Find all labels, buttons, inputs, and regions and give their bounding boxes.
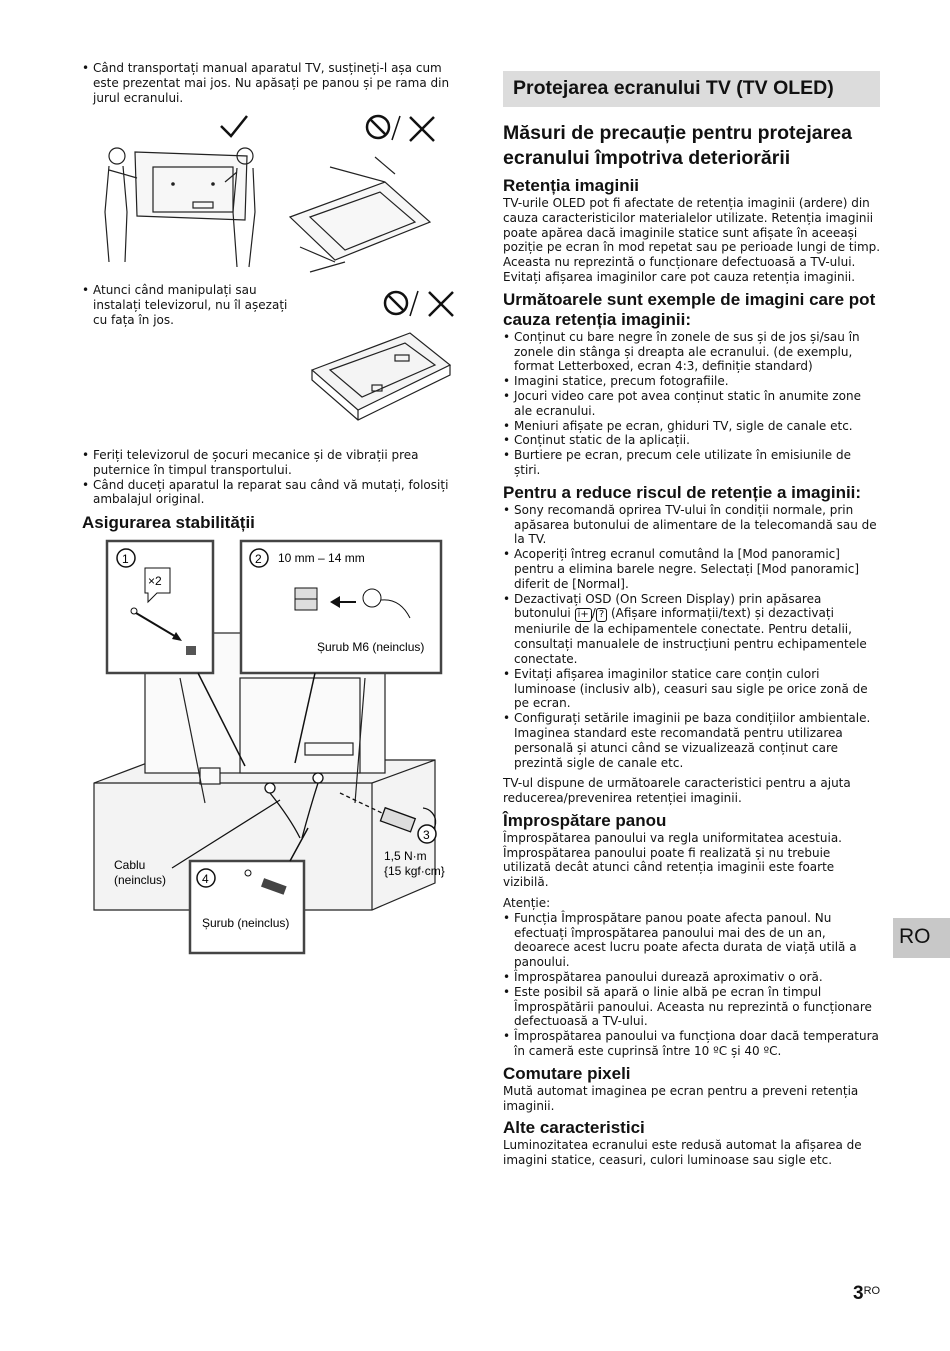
pixel-text: Mută automat imaginea pe ecran pentru a preveni retenția imaginii. bbox=[503, 1083, 859, 1113]
list-item: • Când transportați manual aparatul TV, susțineți-l așa cum este prezentat mai jos. Nu apăsați pe panou și pe rama din jurul ecranului. bbox=[82, 61, 460, 105]
tv-back-panel bbox=[135, 152, 247, 220]
stability-diagram bbox=[90, 538, 460, 958]
prohibited-icon bbox=[385, 291, 453, 316]
right-column bbox=[503, 121, 881, 1168]
tv-face-down-illustration bbox=[300, 285, 460, 425]
size-range-label: 10 mm – 14 mm bbox=[278, 551, 365, 565]
page-number-suffix: RO bbox=[863, 1285, 881, 1297]
cable-label-line1: Cablu bbox=[114, 858, 146, 872]
main-heading: Măsuri de precauție pentru protejarea ecranului împotriva deteriorării bbox=[503, 122, 852, 169]
step2-panel bbox=[241, 541, 441, 673]
pixel-heading: Comutare pixeli bbox=[503, 1063, 631, 1083]
attention-list bbox=[503, 911, 881, 1059]
transport-notes bbox=[82, 448, 460, 533]
step3-number: 3 bbox=[423, 828, 430, 842]
list-item: • Este posibil să apară o linie albă pe ecran în timpul Împrospătării panoului. Aceasta nu reprezintă o funcționare defectuoasă a TV-ului. bbox=[503, 985, 881, 1029]
list-item bbox=[503, 592, 881, 667]
list-item: • Burtiere pe ecran, precum cele utilizate în emisiunile de știri. bbox=[503, 448, 881, 478]
examples-heading: Următoarele sunt exemple de imagini care pot cauza retenția imaginii: bbox=[503, 289, 876, 329]
tv-carrying-illustration bbox=[95, 112, 450, 282]
torque-line2: {15 kgf·cm} bbox=[384, 864, 445, 878]
checkmark-icon bbox=[221, 116, 247, 136]
face-down-note bbox=[82, 283, 304, 327]
examples-list bbox=[503, 330, 881, 478]
cable-label-line2: (neinclus) bbox=[114, 873, 167, 887]
other-heading: Alte caracteristici bbox=[503, 1118, 645, 1138]
list-item: • Evitați afișarea imaginilor statice care conțin culori luminoase (inclusiv alb), ceasuri sau sigle pe orice zonă de pe ecran. bbox=[503, 667, 881, 711]
screw-m6-label: Șurub M6 (neinclus) bbox=[317, 640, 425, 654]
torque-line1: 1,5 N·m bbox=[384, 849, 427, 863]
list-item: • Împrospătarea panoului durează aproximativ o oră. bbox=[503, 970, 881, 985]
language-tab-label: RO bbox=[899, 925, 931, 948]
step2-number: 2 bbox=[255, 552, 262, 566]
tv-on-table bbox=[312, 333, 450, 420]
stability-heading: Asigurarea stabilității bbox=[82, 513, 255, 533]
section-banner bbox=[503, 71, 880, 107]
prohibited-icon bbox=[367, 116, 434, 141]
list-item: • Imagini statice, precum fotografiile. bbox=[503, 374, 881, 389]
step4-panel bbox=[190, 861, 304, 953]
help-button-icon: ? bbox=[596, 608, 607, 622]
list-item: • Atunci când manipulați sau instalați televizorul, nu îl așezați cu fața în jos. bbox=[82, 283, 304, 327]
retention-heading: Retenția imaginii bbox=[503, 176, 640, 195]
reduce-heading: Pentru a reduce riscul de retenție a imaginii: bbox=[503, 482, 862, 502]
page-number bbox=[853, 1283, 880, 1305]
list-item: • Împrospătarea panoului va funcționa doar dacă temperatura în cameră este cuprinsă între 10 ºC și 40 ºC. bbox=[503, 1029, 881, 1059]
times2-label: ×2 bbox=[148, 574, 162, 588]
step1-panel bbox=[107, 541, 213, 673]
language-tab bbox=[893, 918, 950, 958]
person-left bbox=[105, 148, 137, 262]
page-number-value: 3 bbox=[853, 1283, 864, 1304]
screw-not-included-label: Șurub (neinclus) bbox=[202, 916, 290, 930]
list-item: • Conținut cu bare negre în zonele de sus și de jos și/sau în zonele din stânga și dreapta ale ecranului. (de exemplu, format Letterboxed, ecran 4:3, definiție standard) bbox=[503, 330, 881, 374]
slash-text: / bbox=[591, 606, 596, 621]
list-item: • Sony recomandă oprirea TV-ului în condiții normale, prin apăsarea butonului de alimentare de la telecomandă sau de la TV. bbox=[503, 503, 881, 547]
refresh-heading: Împrospătare panou bbox=[503, 810, 667, 830]
list-item: • Feriți televizorul de șocuri mecanice și de vibrații prea puternice în timpul transportului. bbox=[82, 448, 460, 478]
list-item: • Când duceți aparatul la reparat sau când vă mutați, folosiți ambalajul original. bbox=[82, 478, 460, 508]
banner-title: Protejarea ecranului TV (TV OLED) bbox=[513, 77, 834, 99]
attention-label: Atenție: bbox=[503, 896, 551, 911]
refresh-text: Împrospătarea panoului va regla uniformitatea acestuia. Împrospătarea panoului poate fi realizată și nu trebuie utilizată decât atunci când retenția imaginii este foarte vizibilă. bbox=[503, 830, 842, 890]
retention-text: TV-urile OLED pot fi afectate de retenția imaginii (ardere) din cauza caracteristicilor materialelor utilizate. Retenția imaginii poate apărea dacă imaginile statice sunt afișate în aceeași poziție pe ecran în mod repetat sau pe perioade lungi de timp. Aceasta nu reprezintă o funcționare defectuoasă a TV-ului. Evitați afișarea imaginilor care pot cauza retenția imaginii. bbox=[503, 196, 881, 284]
info-button-icon: i+ bbox=[575, 608, 592, 622]
list-item: • Funcția Împrospătare panou poate afecta panoul. Nu efectuați împrospătarea panoului mai des de un an, deoarece acest lucru poate afecta durata de viață utilă a panoului. bbox=[503, 911, 881, 970]
left-column bbox=[82, 61, 460, 105]
list-item: • Jocuri video care pot avea conținut static în anumite zone ale ecranului. bbox=[503, 389, 881, 419]
reduce-osd-text: Dezactivați OSD (On Screen Display) prin apăsarea butonului bbox=[514, 591, 822, 621]
list-item: • Acoperiți întreg ecranul comutând la [Mod panoramic] pentru a elimina barele negre. Selectați [Mod panoramic] diferit de [Normal]. bbox=[503, 547, 881, 591]
other-text: Luminozitatea ecranului este redusă automat la afișarea de imagini statice, ceasuri, culori luminoase sau sigle etc. bbox=[503, 1138, 862, 1168]
list-item: • Meniuri afișate pe ecran, ghiduri TV, sigle de canale etc. bbox=[503, 419, 881, 434]
list-item: • Configurați setările imaginii pe baza condițiilor ambientale. Imaginea standard este recomandată pentru utilizarea personală și atunci când se vizualizează conținut care prezintă sigle de canale etc. bbox=[503, 711, 881, 770]
list-item: • Conținut static de la aplicații. bbox=[503, 433, 881, 448]
step1-number: 1 bbox=[122, 552, 129, 566]
reduce-osd-text-cont: (Afișare informații/text) și dezactivați meniurile de la echipamentele conectate. Pentru detalii, consultați manualele de instrucțiuni pentru echipamentele conectate. bbox=[514, 606, 867, 666]
step4-number: 4 bbox=[202, 872, 209, 886]
reduce-list bbox=[503, 503, 881, 771]
features-text: TV-ul dispune de următoarele caracteristici pentru a ajuta reducerea/prevenirea retenției imaginii. bbox=[503, 776, 851, 806]
tv-pressed-wrong bbox=[290, 157, 430, 272]
carry-instructions-list bbox=[82, 61, 460, 105]
